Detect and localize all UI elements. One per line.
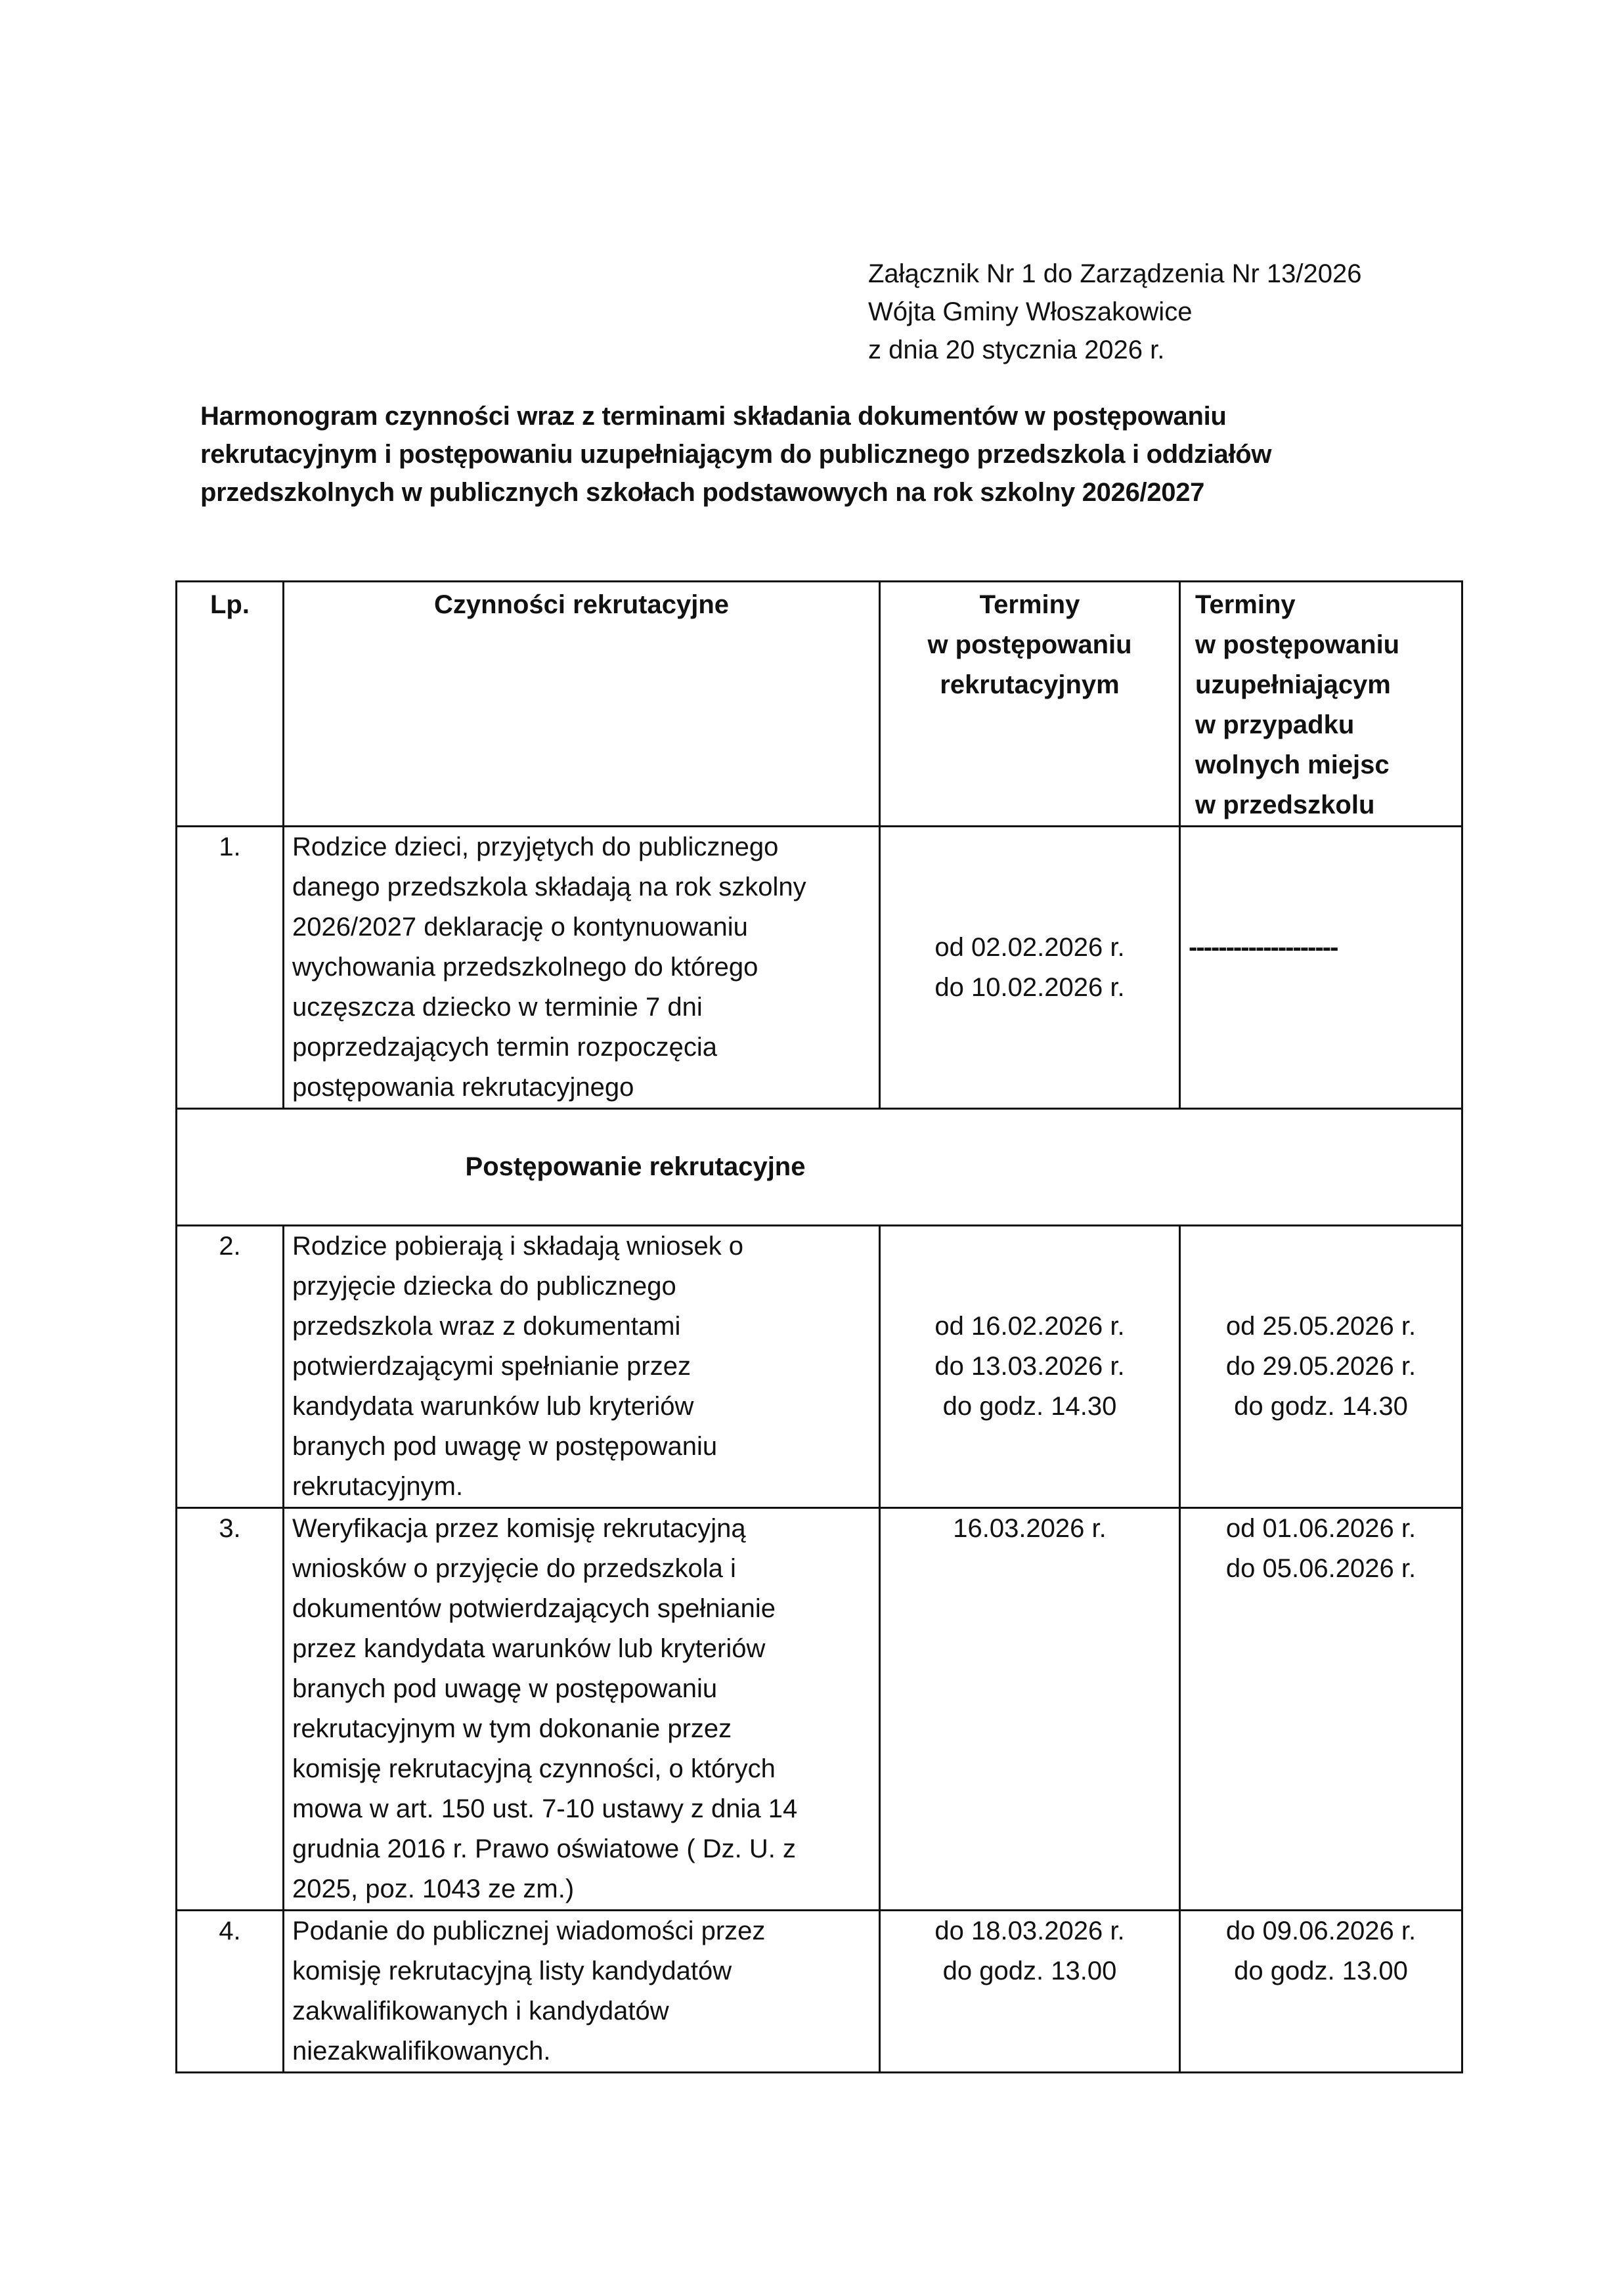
activity-cell: Rodzice dzieci, przyjętych do publicznego danego przedszkola składają na rok szkolny 2026/2027 deklarację o kontynuowaniu wychowania przedszkolnego do którego uczęszcza dziecko w terminie 7 dni poprzedzających termin rozpoczęcia postępowania rekrutacyjnego — [284, 827, 880, 1109]
document-title — [200, 397, 1395, 511]
activity-cell: Podanie do publicznej wiadomości przez komisję rekrutacyjną listy kandydatów zakwalifikowanych i kandydatów niezakwalifikowanych. — [284, 1911, 880, 2073]
title-line: Harmonogram czynności wraz z terminami składania dokumentów w postępowaniu — [200, 402, 1227, 431]
recruitment-term-cell: 16.03.2026 r. — [880, 1508, 1180, 1911]
recruitment-term-cell: od 16.02.2026 r. do 13.03.2026 r. do godz. 14.30 — [880, 1226, 1180, 1508]
title-line: przedszkolnych w publicznych szkołach podstawowych na rok szkolny 2026/2027 — [200, 478, 1205, 507]
annex-reference — [868, 255, 1361, 369]
section-heading-row — [177, 1109, 1462, 1226]
supplementary-term-cell: -------------------- — [1180, 827, 1462, 1109]
schedule-table — [175, 580, 1463, 2073]
table-row — [177, 1911, 1462, 2073]
supplementary-term-cell: do 09.06.2026 r. do godz. 13.00 — [1180, 1911, 1462, 2073]
header-terms-supplementary: Terminy w postępowaniu uzupełniającym w przypadku wolnych miejsc w przedszkolu — [1180, 582, 1462, 827]
row-number: 3. — [177, 1508, 284, 1911]
table-header-row — [177, 582, 1462, 827]
annex-line: z dnia 20 stycznia 2026 r. — [868, 336, 1165, 364]
recruitment-term-cell: od 02.02.2026 r. do 10.02.2026 r. — [880, 827, 1180, 1109]
section-heading: Postępowanie rekrutacyjne — [177, 1109, 1462, 1226]
activity-cell: Rodzice pobierają i składają wniosek o przyjęcie dziecka do publicznego przedszkola wraz z dokumentami potwierdzającymi spełnianie przez kandydata warunków lub kryteriów branych pod uwagę w postępowaniu rekrutacyjnym. — [284, 1226, 880, 1508]
annex-line: Załącznik Nr 1 do Zarządzenia Nr 13/2026 — [868, 259, 1362, 288]
row-number: 4. — [177, 1911, 284, 2073]
title-line: rekrutacyjnym i postępowaniu uzupełniającym do publicznego przedszkola i oddziałów — [200, 440, 1272, 469]
supplementary-term-cell: od 25.05.2026 r. do 29.05.2026 r. do godz. 14.30 — [1180, 1226, 1462, 1508]
activity-cell: Weryfikacja przez komisję rekrutacyjną wniosków o przyjęcie do przedszkola i dokumentów potwierdzających spełnianie przez kandydata warunków lub kryteriów branych pod uwagę w postępowaniu rekrutacyjnym w tym dokonanie przez komisję rekrutacyjną czynności, o których mowa w art. 150 ust. 7-10 ustawy z dnia 14 grudnia 2016 r. Prawo oświatowe ( Dz. U. z 2025, poz. 1043 ze zm.) — [284, 1508, 880, 1911]
annex-line: Wójta Gminy Włoszakowice — [868, 297, 1193, 326]
header-terms-recruitment: Terminy w postępowaniu rekrutacyjnym — [880, 582, 1180, 827]
supplementary-term-cell: od 01.06.2026 r. do 05.06.2026 r. — [1180, 1508, 1462, 1911]
header-activities: Czynności rekrutacyjne — [284, 582, 880, 827]
header-lp: Lp. — [177, 582, 284, 827]
row-number: 1. — [177, 827, 284, 1109]
row-number: 2. — [177, 1226, 284, 1508]
recruitment-term-cell: do 18.03.2026 r. do godz. 13.00 — [880, 1911, 1180, 2073]
table-row — [177, 1226, 1462, 1508]
table-row — [177, 827, 1462, 1109]
table-row — [177, 1508, 1462, 1911]
